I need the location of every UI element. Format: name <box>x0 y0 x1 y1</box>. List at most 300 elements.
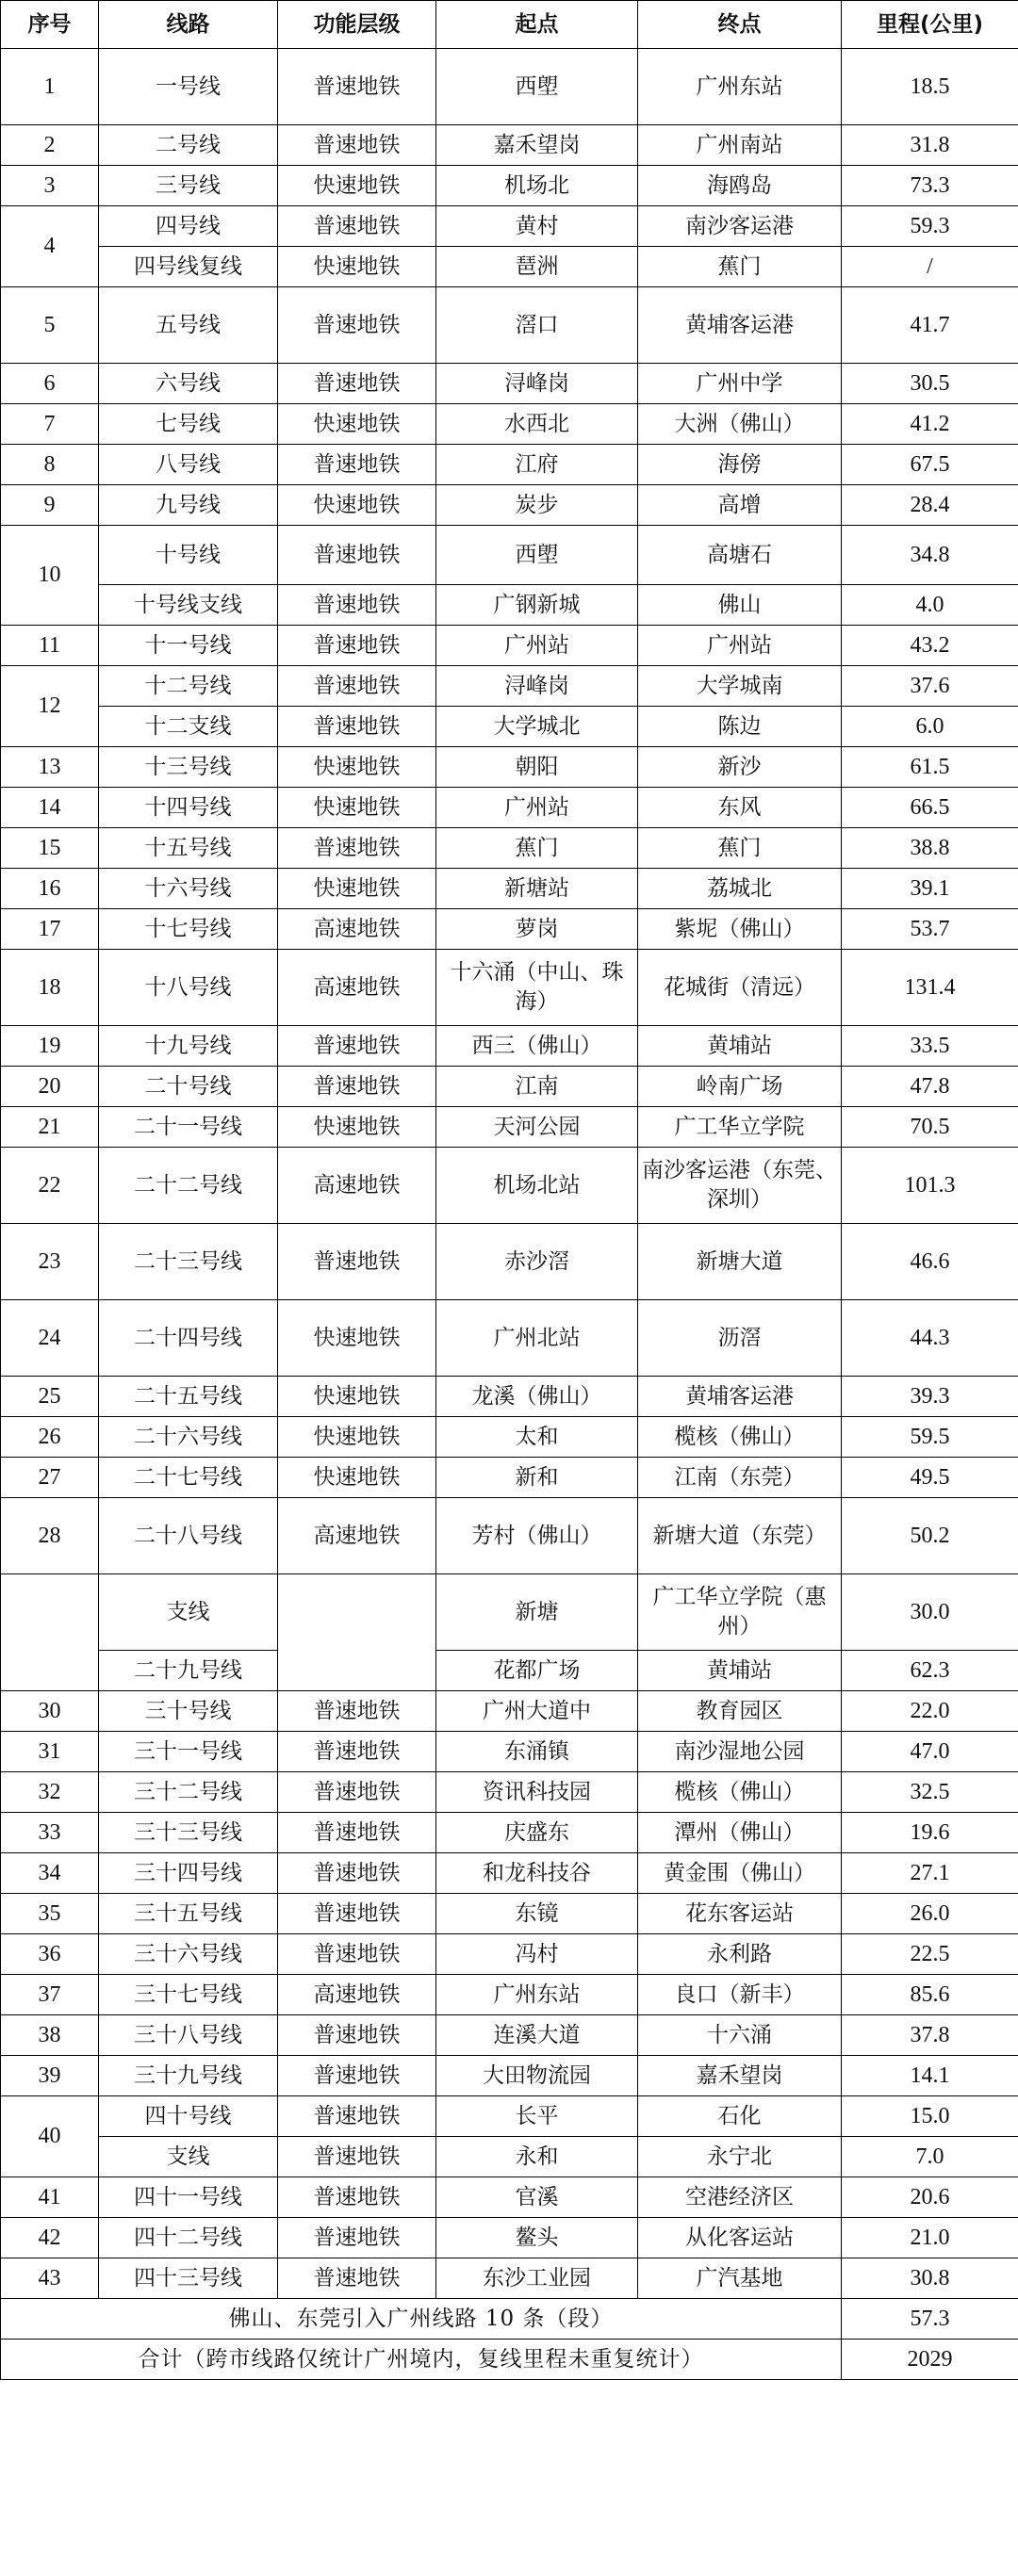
row-level: 普速地铁 <box>278 1026 436 1067</box>
row-end: 新塘大道 <box>638 1224 842 1300</box>
row-mileage: 34.8 <box>842 526 1018 585</box>
row-level: 普速地铁 <box>278 2015 436 2056</box>
row-level: 普速地铁 <box>278 364 436 404</box>
row-level: 普速地铁 <box>278 526 436 585</box>
table-row <box>1 404 1018 445</box>
row-line: 二十六号线 <box>99 1417 278 1458</box>
row-line: 七号线 <box>99 404 278 445</box>
total-label: 合计（跨市线路仅统计广州境内，复线里程未重复统计） <box>1 2340 842 2380</box>
row-level: 普速地铁 <box>278 2218 436 2258</box>
row-seq: 5 <box>1 287 99 364</box>
table-row <box>1 950 1018 1026</box>
row-level: 普速地铁 <box>278 626 436 666</box>
row-seq: 2 <box>1 125 99 166</box>
row-end: 广州南站 <box>638 125 842 166</box>
row-line: 十号线 <box>99 526 278 585</box>
row-level: 高速地铁 <box>278 950 436 1026</box>
row-level: 快速地铁 <box>278 747 436 788</box>
row-line: 三十八号线 <box>99 2015 278 2056</box>
row-level: 普速地铁 <box>278 2056 436 2096</box>
row-line: 二十二号线 <box>99 1148 278 1224</box>
table-row <box>1 666 1018 707</box>
table-row <box>1 2177 1018 2218</box>
row-end: 蕉门 <box>638 247 842 287</box>
table-row <box>1 247 1018 287</box>
row-mileage: 22.0 <box>842 1691 1018 1732</box>
row-level: 快速地铁 <box>278 1107 436 1148</box>
row-mileage: 61.5 <box>842 747 1018 788</box>
row-mileage: 18.5 <box>842 49 1018 125</box>
row-level: 快速地铁 <box>278 788 436 828</box>
row-line: 二十号线 <box>99 1067 278 1107</box>
row-line: 支线 <box>99 2137 278 2177</box>
header-level: 功能层级 <box>278 1 436 49</box>
row-seq: 19 <box>1 1026 99 1067</box>
row-start: 永和 <box>436 2137 638 2177</box>
row-line: 三十五号线 <box>99 1894 278 1934</box>
table-row <box>1 1498 1018 1574</box>
header-seq: 序号 <box>1 1 99 49</box>
row-line: 四十二号线 <box>99 2218 278 2258</box>
table-row <box>1 1026 1018 1067</box>
table-row <box>1 125 1018 166</box>
table-row <box>1 1300 1018 1377</box>
row-start: 冯村 <box>436 1934 638 1975</box>
row-level: 普速地铁 <box>278 1894 436 1934</box>
row-seq: 10 <box>1 526 99 626</box>
row-level: 高速地铁 <box>278 1148 436 1224</box>
row-start: 东沙工业园 <box>436 2258 638 2299</box>
table-header-row <box>1 1 1018 49</box>
row-start: 广州北站 <box>436 1300 638 1377</box>
row-start: 和龙科技谷 <box>436 1853 638 1894</box>
row-seq: 20 <box>1 1067 99 1107</box>
row-level: 快速地铁 <box>278 1458 436 1498</box>
table-row <box>1 2137 1018 2177</box>
table-row <box>1 747 1018 788</box>
row-mileage: 32.5 <box>842 1772 1018 1813</box>
row-seq: 12 <box>1 666 99 747</box>
row-seq: 11 <box>1 626 99 666</box>
row-start: 黄村 <box>436 206 638 247</box>
row-end: 江南（东莞） <box>638 1458 842 1498</box>
row-seq: 18 <box>1 950 99 1026</box>
table-row <box>1 49 1018 125</box>
table-row <box>1 1148 1018 1224</box>
row-line: 十三号线 <box>99 747 278 788</box>
row-mileage: 4.0 <box>842 585 1018 626</box>
row-start: 赤沙滘 <box>436 1224 638 1300</box>
row-line: 十二支线 <box>99 707 278 747</box>
row-mileage: 62.3 <box>842 1651 1018 1691</box>
row-end: 黄埔客运港 <box>638 287 842 364</box>
row-start: 浔峰岗 <box>436 666 638 707</box>
row-mileage: 28.4 <box>842 485 1018 526</box>
row-seq: 32 <box>1 1772 99 1813</box>
row-level: 普速地铁 <box>278 1224 436 1300</box>
table-row <box>1 445 1018 485</box>
intro-lines-mileage: 57.3 <box>842 2299 1018 2340</box>
table-row <box>1 1651 1018 1691</box>
row-start: 江南 <box>436 1067 638 1107</box>
table-row <box>1 2015 1018 2056</box>
row-seq: 26 <box>1 1417 99 1458</box>
row-line: 二十九号线 <box>99 1651 278 1691</box>
row-end: 广州中学 <box>638 364 842 404</box>
row-level: 快速地铁 <box>278 166 436 206</box>
row-seq: 17 <box>1 909 99 950</box>
row-end: 东风 <box>638 788 842 828</box>
row-end: 永利路 <box>638 1934 842 1975</box>
table-row <box>1 869 1018 909</box>
row-start: 浔峰岗 <box>436 364 638 404</box>
row-end: 海鸥岛 <box>638 166 842 206</box>
row-end: 花东客运站 <box>638 1894 842 1934</box>
header-start: 起点 <box>436 1 638 49</box>
row-seq: 8 <box>1 445 99 485</box>
row-mileage: 21.0 <box>842 2218 1018 2258</box>
row-mileage: 73.3 <box>842 166 1018 206</box>
table-row <box>1 1458 1018 1498</box>
table-row <box>1 485 1018 526</box>
row-line: 二十三号线 <box>99 1224 278 1300</box>
row-line: 一号线 <box>99 49 278 125</box>
row-level: 高速地铁 <box>278 909 436 950</box>
row-mileage: 30.5 <box>842 364 1018 404</box>
table-row <box>1 1107 1018 1148</box>
row-start: 机场北站 <box>436 1148 638 1224</box>
row-level: 快速地铁 <box>278 1300 436 1377</box>
row-start: 鳌头 <box>436 2218 638 2258</box>
row-end: 潭州（佛山） <box>638 1813 842 1853</box>
row-level: 普速地铁 <box>278 1772 436 1813</box>
row-mileage: 131.4 <box>842 950 1018 1026</box>
table-row <box>1 1772 1018 1813</box>
row-seq: 24 <box>1 1300 99 1377</box>
row-seq: 16 <box>1 869 99 909</box>
row-line: 十四号线 <box>99 788 278 828</box>
row-line: 十二号线 <box>99 666 278 707</box>
row-mileage: 47.0 <box>842 1732 1018 1772</box>
row-level: 快速地铁 <box>278 485 436 526</box>
row-line: 四十号线 <box>99 2096 278 2137</box>
header-line: 线路 <box>99 1 278 49</box>
row-level: 普速地铁 <box>278 1691 436 1732</box>
row-line: 十八号线 <box>99 950 278 1026</box>
row-end: 高增 <box>638 485 842 526</box>
row-start: 龙溪（佛山） <box>436 1377 638 1417</box>
row-mileage: 70.5 <box>842 1107 1018 1148</box>
row-end: 新沙 <box>638 747 842 788</box>
row-seq: 37 <box>1 1975 99 2015</box>
row-level: 普速地铁 <box>278 1934 436 1975</box>
row-start: 新塘 <box>436 1574 638 1651</box>
table-row <box>1 1934 1018 1975</box>
row-start: 萝岗 <box>436 909 638 950</box>
row-mileage: / <box>842 247 1018 287</box>
table-row <box>1 1732 1018 1772</box>
row-line: 十号线支线 <box>99 585 278 626</box>
row-start: 东涌镇 <box>436 1732 638 1772</box>
row-level: 快速地铁 <box>278 1417 436 1458</box>
row-level: 快速地铁 <box>278 869 436 909</box>
row-line: 三十二号线 <box>99 1772 278 1813</box>
row-mileage: 39.3 <box>842 1377 1018 1417</box>
row-line: 十九号线 <box>99 1026 278 1067</box>
row-seq <box>1 1574 99 1691</box>
row-mileage: 67.5 <box>842 445 1018 485</box>
row-end: 黄金围（佛山） <box>638 1853 842 1894</box>
table-row <box>1 2096 1018 2137</box>
row-start: 长平 <box>436 2096 638 2137</box>
row-line: 二十一号线 <box>99 1107 278 1148</box>
row-end: 广州东站 <box>638 49 842 125</box>
row-end: 南沙湿地公园 <box>638 1732 842 1772</box>
row-mileage: 15.0 <box>842 2096 1018 2137</box>
row-level: 高速地铁 <box>278 1498 436 1574</box>
row-mileage: 44.3 <box>842 1300 1018 1377</box>
row-level: 普速地铁 <box>278 1732 436 1772</box>
table-row <box>1 287 1018 364</box>
row-end: 榄核（佛山） <box>638 1772 842 1813</box>
row-line: 二号线 <box>99 125 278 166</box>
row-seq: 36 <box>1 1934 99 1975</box>
row-seq: 38 <box>1 2015 99 2056</box>
row-line: 四号线 <box>99 206 278 247</box>
row-mileage: 31.8 <box>842 125 1018 166</box>
table-row <box>1 1377 1018 1417</box>
row-end: 佛山 <box>638 585 842 626</box>
row-start: 水西北 <box>436 404 638 445</box>
table-row <box>1 585 1018 626</box>
table-row <box>1 2258 1018 2299</box>
row-level <box>278 1574 436 1691</box>
row-line: 十六号线 <box>99 869 278 909</box>
row-level: 普速地铁 <box>278 828 436 869</box>
row-mileage: 7.0 <box>842 2137 1018 2177</box>
row-line: 三十三号线 <box>99 1813 278 1853</box>
row-end: 大学城南 <box>638 666 842 707</box>
row-level: 普速地铁 <box>278 707 436 747</box>
row-end: 从化客运站 <box>638 2218 842 2258</box>
row-start: 西塱 <box>436 526 638 585</box>
row-line: 五号线 <box>99 287 278 364</box>
row-line: 三号线 <box>99 166 278 206</box>
row-seq: 40 <box>1 2096 99 2177</box>
row-line: 二十八号线 <box>99 1498 278 1574</box>
row-mileage: 47.8 <box>842 1067 1018 1107</box>
row-level: 普速地铁 <box>278 2177 436 2218</box>
row-seq: 15 <box>1 828 99 869</box>
row-level: 快速地铁 <box>278 404 436 445</box>
table-row <box>1 2056 1018 2096</box>
row-level: 普速地铁 <box>278 2137 436 2177</box>
row-level: 快速地铁 <box>278 1377 436 1417</box>
row-start: 官溪 <box>436 2177 638 2218</box>
row-level: 普速地铁 <box>278 1813 436 1853</box>
row-mileage: 50.2 <box>842 1498 1018 1574</box>
table-row <box>1 526 1018 585</box>
row-end: 高塘石 <box>638 526 842 585</box>
row-seq: 31 <box>1 1732 99 1772</box>
row-start: 广州东站 <box>436 1975 638 2015</box>
row-mileage: 59.5 <box>842 1417 1018 1458</box>
row-mileage: 41.7 <box>842 287 1018 364</box>
row-line: 二十五号线 <box>99 1377 278 1417</box>
row-start: 庆盛东 <box>436 1813 638 1853</box>
row-line: 三十六号线 <box>99 1934 278 1975</box>
row-end: 广汽基地 <box>638 2258 842 2299</box>
row-line: 九号线 <box>99 485 278 526</box>
row-end: 陈边 <box>638 707 842 747</box>
row-mileage: 37.8 <box>842 2015 1018 2056</box>
row-start: 东镜 <box>436 1894 638 1934</box>
row-mileage: 101.3 <box>842 1148 1018 1224</box>
row-mileage: 38.8 <box>842 828 1018 869</box>
row-start: 广州站 <box>436 626 638 666</box>
row-line: 三十一号线 <box>99 1732 278 1772</box>
row-seq: 1 <box>1 49 99 125</box>
row-end: 榄核（佛山） <box>638 1417 842 1458</box>
row-seq: 22 <box>1 1148 99 1224</box>
row-line: 二十四号线 <box>99 1300 278 1377</box>
table-row <box>1 1894 1018 1934</box>
row-start: 江府 <box>436 445 638 485</box>
row-seq: 41 <box>1 2177 99 2218</box>
row-seq: 21 <box>1 1107 99 1148</box>
table-row <box>1 1067 1018 1107</box>
row-seq: 25 <box>1 1377 99 1417</box>
row-start: 西塱 <box>436 49 638 125</box>
row-start: 蕉门 <box>436 828 638 869</box>
table-row <box>1 1975 1018 2015</box>
table-row <box>1 1417 1018 1458</box>
row-mileage: 33.5 <box>842 1026 1018 1067</box>
row-end: 黄埔站 <box>638 1026 842 1067</box>
row-start: 机场北 <box>436 166 638 206</box>
row-end: 荔城北 <box>638 869 842 909</box>
row-start: 太和 <box>436 1417 638 1458</box>
intro-lines-row <box>1 2299 1018 2340</box>
table-row <box>1 2218 1018 2258</box>
row-start: 天河公园 <box>436 1107 638 1148</box>
row-end: 教育园区 <box>638 1691 842 1732</box>
row-level: 快速地铁 <box>278 247 436 287</box>
row-level: 普速地铁 <box>278 2096 436 2137</box>
row-level: 普速地铁 <box>278 49 436 125</box>
row-mileage: 20.6 <box>842 2177 1018 2218</box>
row-line: 三十四号线 <box>99 1853 278 1894</box>
row-level: 普速地铁 <box>278 1853 436 1894</box>
row-start: 广钢新城 <box>436 585 638 626</box>
row-line: 四号线复线 <box>99 247 278 287</box>
row-line: 八号线 <box>99 445 278 485</box>
row-start: 滘口 <box>436 287 638 364</box>
row-start: 资讯科技园 <box>436 1772 638 1813</box>
row-mileage: 26.0 <box>842 1894 1018 1934</box>
row-mileage: 22.5 <box>842 1934 1018 1975</box>
intro-lines-label: 佛山、东莞引入广州线路 10 条（段） <box>1 2299 842 2340</box>
table-row <box>1 707 1018 747</box>
table-row <box>1 1691 1018 1732</box>
row-start: 芳村（佛山） <box>436 1498 638 1574</box>
row-level: 普速地铁 <box>278 1067 436 1107</box>
total-mileage: 2029 <box>842 2340 1018 2380</box>
row-mileage: 14.1 <box>842 2056 1018 2096</box>
row-end: 花城街（清远） <box>638 950 842 1026</box>
row-mileage: 30.0 <box>842 1574 1018 1651</box>
row-line: 二十七号线 <box>99 1458 278 1498</box>
row-mileage: 66.5 <box>842 788 1018 828</box>
row-end: 良口（新丰） <box>638 1975 842 2015</box>
row-mileage: 43.2 <box>842 626 1018 666</box>
row-seq: 39 <box>1 2056 99 2096</box>
row-start: 西三（佛山） <box>436 1026 638 1067</box>
row-start: 炭步 <box>436 485 638 526</box>
table-row <box>1 206 1018 247</box>
table-row <box>1 364 1018 404</box>
row-start: 花都广场 <box>436 1651 638 1691</box>
table-row <box>1 1813 1018 1853</box>
row-seq: 4 <box>1 206 99 287</box>
row-start: 朝阳 <box>436 747 638 788</box>
row-start: 广州站 <box>436 788 638 828</box>
row-line: 四十三号线 <box>99 2258 278 2299</box>
row-start: 琶洲 <box>436 247 638 287</box>
row-seq: 3 <box>1 166 99 206</box>
row-seq: 9 <box>1 485 99 526</box>
row-seq: 6 <box>1 364 99 404</box>
row-end: 新塘大道（东莞） <box>638 1498 842 1574</box>
row-seq: 23 <box>1 1224 99 1300</box>
row-mileage: 6.0 <box>842 707 1018 747</box>
row-mileage: 39.1 <box>842 869 1018 909</box>
row-end: 广工华立学院 <box>638 1107 842 1148</box>
row-line: 三十九号线 <box>99 2056 278 2096</box>
row-mileage: 37.6 <box>842 666 1018 707</box>
row-mileage: 49.5 <box>842 1458 1018 1498</box>
table-row <box>1 828 1018 869</box>
row-end: 嘉禾望岗 <box>638 2056 842 2096</box>
row-seq: 27 <box>1 1458 99 1498</box>
row-start: 新和 <box>436 1458 638 1498</box>
row-level: 普速地铁 <box>278 445 436 485</box>
row-seq: 42 <box>1 2218 99 2258</box>
row-line: 支线 <box>99 1574 278 1651</box>
row-end: 大洲（佛山） <box>638 404 842 445</box>
row-end: 南沙客运港 <box>638 206 842 247</box>
row-mileage: 19.6 <box>842 1813 1018 1853</box>
table-row <box>1 166 1018 206</box>
row-level: 普速地铁 <box>278 125 436 166</box>
row-start: 广州大道中 <box>436 1691 638 1732</box>
table-row <box>1 1853 1018 1894</box>
row-mileage: 53.7 <box>842 909 1018 950</box>
row-end: 蕉门 <box>638 828 842 869</box>
row-end: 紫坭（佛山） <box>638 909 842 950</box>
row-line: 十一号线 <box>99 626 278 666</box>
row-mileage: 46.6 <box>842 1224 1018 1300</box>
row-mileage: 85.6 <box>842 1975 1018 2015</box>
row-line: 六号线 <box>99 364 278 404</box>
header-mileage: 里程(公里) <box>842 1 1018 49</box>
row-end: 沥滘 <box>638 1300 842 1377</box>
row-start: 十六涌（中山、珠海） <box>436 950 638 1026</box>
row-level: 普速地铁 <box>278 287 436 364</box>
row-end: 广工华立学院（惠州） <box>638 1574 842 1651</box>
row-end: 十六涌 <box>638 2015 842 2056</box>
row-end: 黄埔客运港 <box>638 1377 842 1417</box>
